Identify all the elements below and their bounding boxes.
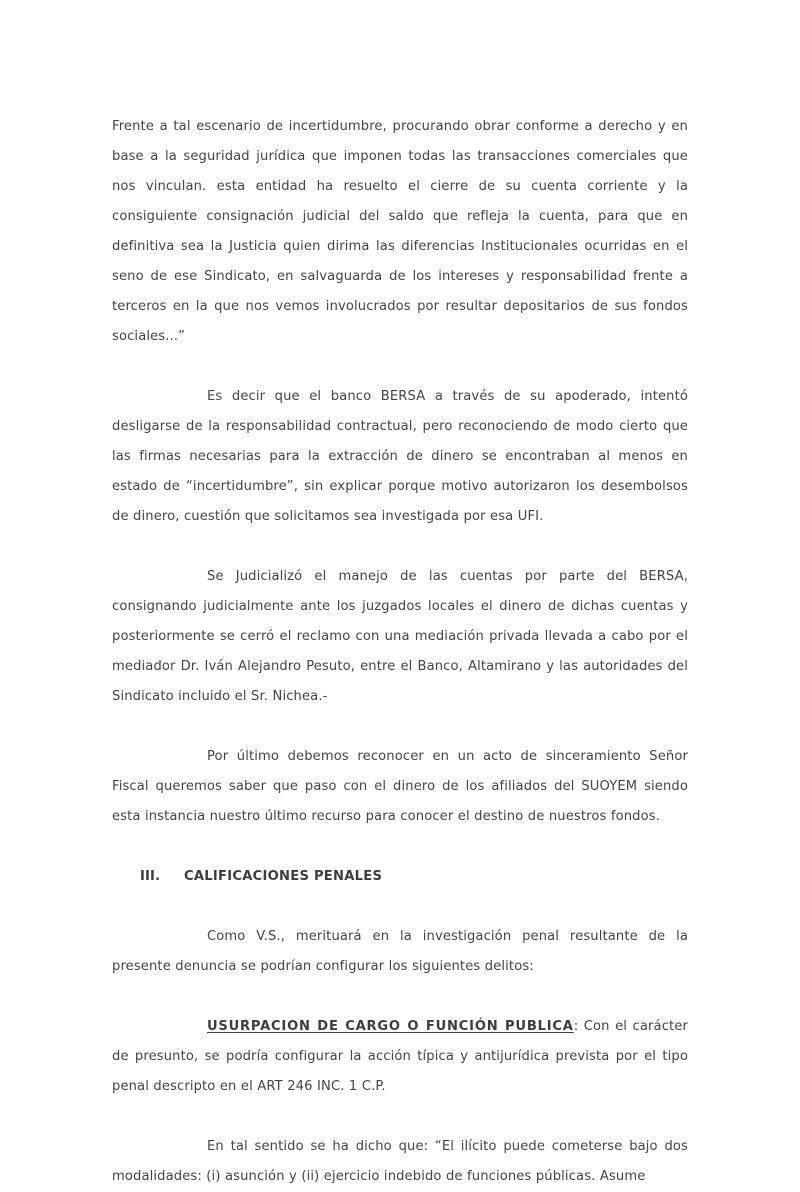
paragraph-spacer: [112, 832, 688, 862]
paragraph-spacer: [112, 352, 688, 382]
paragraph-por-ultimo: Por último debemos reconocer en un acto de sinceramiento Señor Fiscal queremos saber que paso con el dinero de los afiliados del SUOYEM siendo esta instancia nuestro último recurso para conocer el destino de nuestros fondos.: [112, 749, 688, 824]
paragraph-usurpacion-de-cargo: [112, 1012, 688, 1102]
paragraph-spacer: [112, 712, 688, 742]
section-heading-number: III.: [140, 869, 161, 884]
paragraph-se-judicializo: Se Judicializó el manejo de las cuentas por parte del BERSA, consignando judicialmente ante los juzgados locales el dinero de dichas cuentas y posteriormente se cerró el reclamo con una mediación privada llevada a cabo por el mediador Dr. Iván Alejandro Pesuto, entre el Banco, Altamirano y las autoridades del Sindicato incluido el Sr. Nichea.-: [112, 569, 688, 704]
offense-body-text: : Con el carácter de presunto, se podría configurar la acción típica y antijurídica prevista por el tipo penal descripto en el ART 246 INC. 1 C.P.: [112, 1019, 688, 1094]
section-heading-calificaciones-penales: [112, 862, 688, 892]
paragraph-spacer: [112, 532, 688, 562]
paragraph-spacer: [112, 1102, 688, 1132]
page-text-body: [112, 112, 688, 1192]
offense-title-usurpacion: USURPACION DE CARGO O FUNCIÓN PUBLICA: [207, 1019, 574, 1034]
paragraph-quote-continuation: Frente a tal escenario de incertidumbre, procurando obrar conforme a derecho y en base a la seguridad jurídica que imponen todas las transacciones comerciales que nos vinculan. esta entidad ha resuelto el cierre de su cuenta corriente y la consiguiente consignación judicial del saldo que refleja la cuenta, para que en definitiva sea la Justicia quien dirima las diferencias Institucionales ocurridas en el seno de ese Sindicato, en salvaguarda de los intereses y responsabilidad frente a terceros en la que nos vemos involucrados por resultar depositarios de sus fondos sociales...”: [112, 119, 688, 344]
paragraph-spacer: [112, 982, 688, 1012]
paragraph-como-vs: Como V.S., merituará en la investigación penal resultante de la presente denuncia se podrían configurar los siguientes delitos:: [112, 929, 688, 974]
section-heading-title: CALIFICACIONES PENALES: [184, 869, 383, 884]
paragraph-en-tal-sentido: En tal sentido se ha dicho que: “El ilícito puede cometerse bajo dos modalidades: (i) asunción y (ii) ejercicio indebido de funciones públicas. Asume: [112, 1139, 688, 1184]
paragraph-spacer: [112, 892, 688, 922]
paragraph-es-decir: Es decir que el banco BERSA a través de su apoderado, intentó desligarse de la responsabilidad contractual, pero reconociendo de modo cierto que las firmas necesarias para la extracción de dinero se encontraban al menos en estado de “incertidumbre”, sin explicar porque motivo autorizaron los desembolsos de dinero, cuestión que solicitamos sea investigada por esa UFI.: [112, 389, 688, 524]
